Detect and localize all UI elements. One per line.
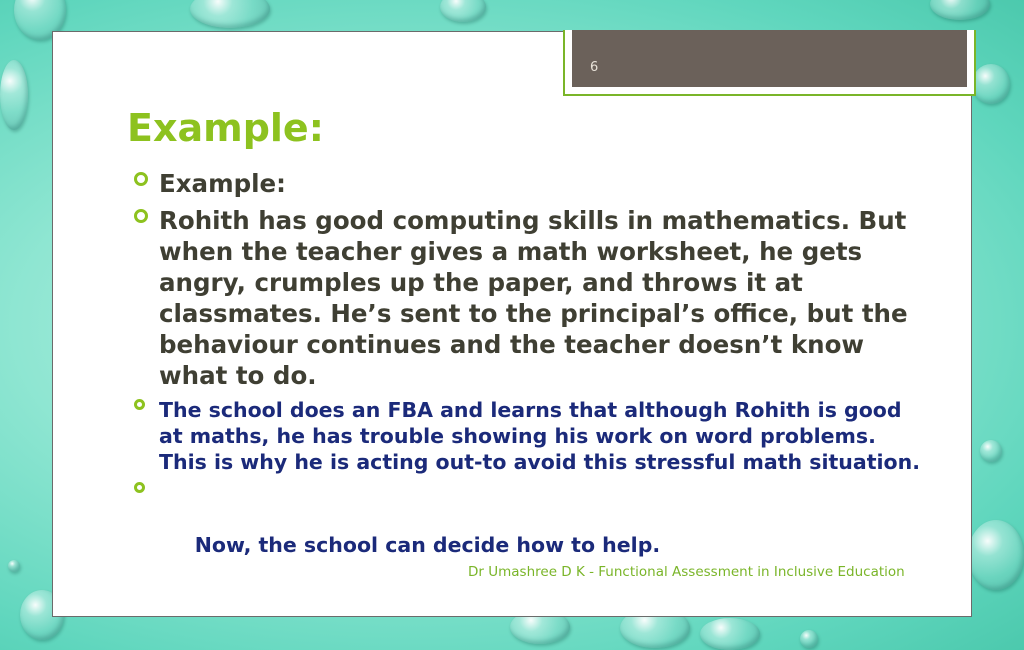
page-number-tab-fill: [572, 30, 967, 87]
page-number-tab: [563, 30, 976, 96]
water-drop-decoration: [440, 0, 486, 22]
bullet-item: [130, 397, 920, 475]
water-drop-decoration: [700, 618, 760, 650]
water-drop-decoration: [972, 64, 1010, 104]
water-drop-decoration: [8, 560, 20, 572]
bullet-text: Rohith has good computing skills in mathematics. But when the teacher gives a math worksheet, he gets angry, crumples up the paper, and throws it at classmates. He’s sent to the principal’s office, but the behaviour continues and the teacher doesn’t know what to do.: [159, 206, 908, 390]
bullet-ring-icon: [134, 482, 145, 493]
slide-footer: Dr Umashree D K - Functional Assessment in Inclusive Education: [468, 564, 905, 580]
bullet-ring-icon: [134, 209, 148, 223]
bullet-list: [130, 168, 920, 589]
bullet-ring-icon: [134, 399, 145, 410]
bullet-text: Example:: [159, 169, 286, 198]
bullet-ring-icon: [134, 172, 148, 186]
bullet-text: Now, the school can decide how to help.: [187, 533, 661, 557]
slide-title: Example:: [127, 106, 324, 150]
page-number: 6: [590, 60, 599, 75]
bullet-item: [130, 205, 920, 391]
water-drop-decoration: [190, 0, 270, 28]
water-drop-decoration: [980, 440, 1002, 462]
water-drop-decoration: [0, 60, 28, 130]
bullet-item: [130, 168, 920, 199]
water-drop-decoration: [930, 0, 990, 20]
water-drop-decoration: [800, 630, 818, 648]
water-drop-decoration: [968, 520, 1024, 590]
bullet-text: The school does an FBA and learns that although Rohith is good at maths, he has trouble showing his work on word problems. This is why he is acting out-to avoid this stressful math situation.: [159, 398, 921, 474]
